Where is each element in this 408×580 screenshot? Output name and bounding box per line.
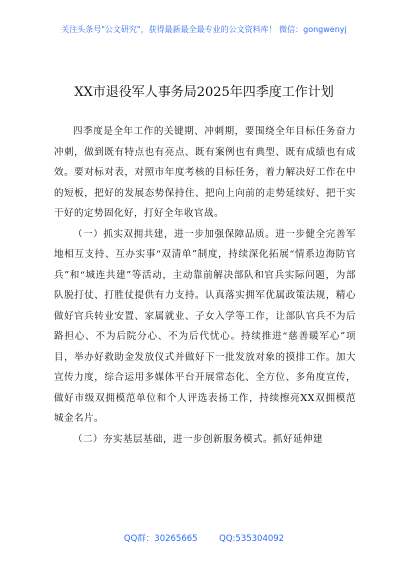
paragraph-intro: 四季度是全年工作的关键期、冲刺期，要围绕全年目标任务奋力冲刺，做到既有特点也有亮点、既有案例也有典型、既有成绩也有成效。要对标对表，对照市年度考核的目标任务，着力解决好工作在中的短板，把好的发展态势保持住、把向上向前的走势延续好、把干实干好的定势固化好，打好全年收官战。 xyxy=(54,126,356,219)
paragraph-section-1: （一）抓实双拥共建，进一步加强保障品质。进一步健全完善军地相互支持、互办实事“双清单”制度，持续深化拓展“情系边海防官兵”和“城连共建”等活动，主动靠前解决部队和官兵实际问题，为部队脱打仗、打胜仗提供有力支持。认真落实拥军优属政策法规，精心做好官兵转业安置、家属就业、子女入学等工作，让部队官兵不为后路担心、不为后院分心、不为后代忧心。持续推进“慈善暖军心”项目，举办好救助金发放仪式并做好下一批发放对象的摸排工作。加大宣传力度，综合运用多媒体平台开展常态化、全方位、多角度宣传，做好市级双拥模范单位和个人评选表扬工作，持续擦亮XX双拥模范城金名片。 xyxy=(54,228,356,424)
promo-header: 关注头条号"公文研究"，获得最新最全最专业的公文资料库！ 微信：gongwenyj xyxy=(61,25,347,34)
paragraph-section-2: （二）夯实基层基础，进一步创新服务模式。抓好延伸建 xyxy=(73,433,324,445)
contact-footer: QQ群：30265665 QQ:535304092 xyxy=(123,534,285,544)
document-body xyxy=(54,122,356,450)
document-title: XX市退役军人事务局2025年四季度工作计划 xyxy=(74,85,334,100)
